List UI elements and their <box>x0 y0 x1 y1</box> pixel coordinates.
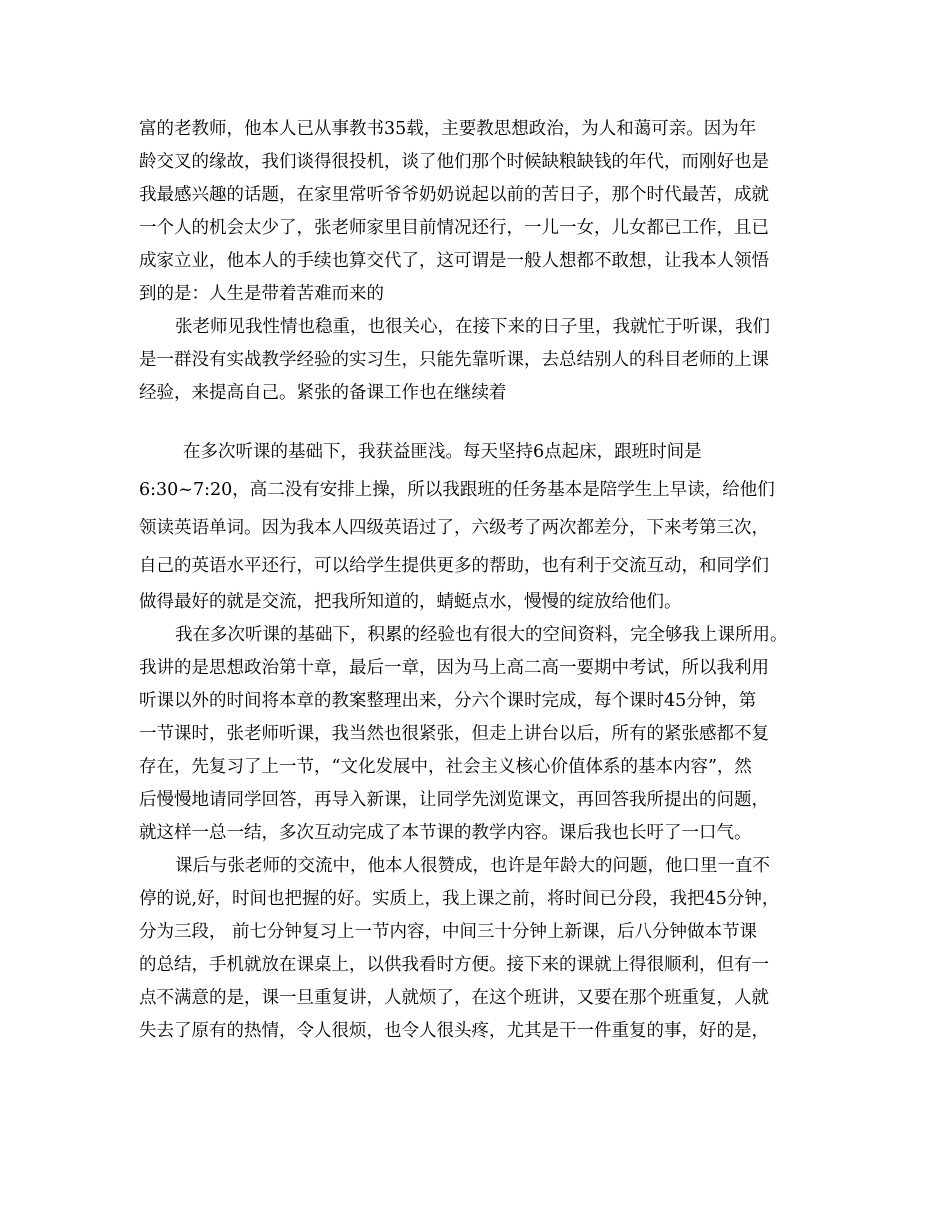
text-line: 领读英语单词。因为我本人四级英语过了，六级考了两次都差分，下来考第三次， <box>139 518 769 538</box>
text-line: 到的是：人生是带着苦难而来的 <box>139 284 384 304</box>
text-line: 后慢慢地请同学回答，再导入新课，让同学先浏览课文，再回答我所提出的问题， <box>139 790 769 810</box>
text-line: 我讲的是思想政治第十章，最后一章，因为马上高二高一要期中考试，所以我利用 <box>139 658 769 678</box>
text-line: 龄交叉的缘故，我们谈得很投机，谈了他们那个时候缺粮缺钱的年代，而刚好也是 <box>139 152 769 172</box>
text-line: 富的老教师，他本人已从事教书35载，主要教思想政治，为人和蔼可亲。因为年 <box>139 119 757 139</box>
text-line: 经验，来提高自己。紧张的备课工作也在继续着 <box>139 383 507 403</box>
text-line: 停的说,好，时间也把握的好。实质上，我上课之前，将时间已分段，我把45分钟， <box>139 889 780 909</box>
text-line: 一节课时，张老师听课，我当然也很紧张，但走上讲台以后，所有的紧张感都不复 <box>139 724 769 744</box>
text-line: 做得最好的就是交流，把我所知道的，蜻蜓点水，慢慢的绽放给他们。 <box>139 592 682 612</box>
text-line: 就这样一总一结，多次互动完成了本节课的教学内容。课后我也长吁了一口气。 <box>139 823 752 843</box>
text-line: 是一群没有实战教学经验的实习生，只能先靠听课，去总结别人的科目老师的上课 <box>139 350 769 370</box>
text-line: 点不满意的是，课一旦重复讲，人就烦了，在这个班讲，又要在那个班重复，人就 <box>139 988 769 1008</box>
text-line: 一个人的机会太少了，张老师家里目前情况还行，一儿一女，儿女都已工作，且已 <box>139 218 769 238</box>
paragraph-start-line: 我在多次听课的基础下，积累的经验也有很大的空间资料，完全够我上课所用。 <box>175 625 788 645</box>
text-line: 分为三段， 前七分钟复习上一节内容，中间三十分钟上新课，后八分钟做本节课 <box>139 922 758 942</box>
text-line: 6:30~7:20，高二没有安排上操，所以我跟班的任务基本是陪学生上早读，给他们 <box>139 480 775 500</box>
text-line: 听课以外的时间将本章的教案整理出来，分六个课时完成，每个课时45分钟，第 <box>139 691 757 711</box>
text-line: 成家立业，他本人的手续也算交代了，这可谓是一般人想都不敢想，让我本人领悟 <box>139 251 769 271</box>
text-line: 自己的英语水平还行，可以给学生提供更多的帮助，也有利于交流互动，和同学们 <box>139 556 769 576</box>
text-line: 存在，先复习了上一节，“文化发展中，社会主义核心价值体系的基本内容”，然 <box>139 757 752 777</box>
text-line: 失去了原有的热情，令人很烦，也令人很头疼，尤其是干一件重复的事，好的是， <box>139 1021 769 1041</box>
paragraph-start-line: 在多次听课的基础下，我获益匪浅。每天坚持6点起床，跟班时间是 <box>183 442 702 462</box>
paragraph-start-line: 张老师见我性情也稳重，也很关心，在接下来的日子里，我就忙于听课，我们 <box>175 317 770 337</box>
paragraph-start-line: 课后与张老师的交流中，他本人很赞成，也许是年龄大的问题，他口里一直不 <box>175 856 770 876</box>
text-line: 的总结，手机就放在课桌上，以供我看时方便。接下来的课就上得很顺利，但有一 <box>139 955 769 975</box>
text-line: 我最感兴趣的话题，在家里常听爷爷奶奶说起以前的苦日子，那个时代最苦，成就 <box>139 185 769 205</box>
